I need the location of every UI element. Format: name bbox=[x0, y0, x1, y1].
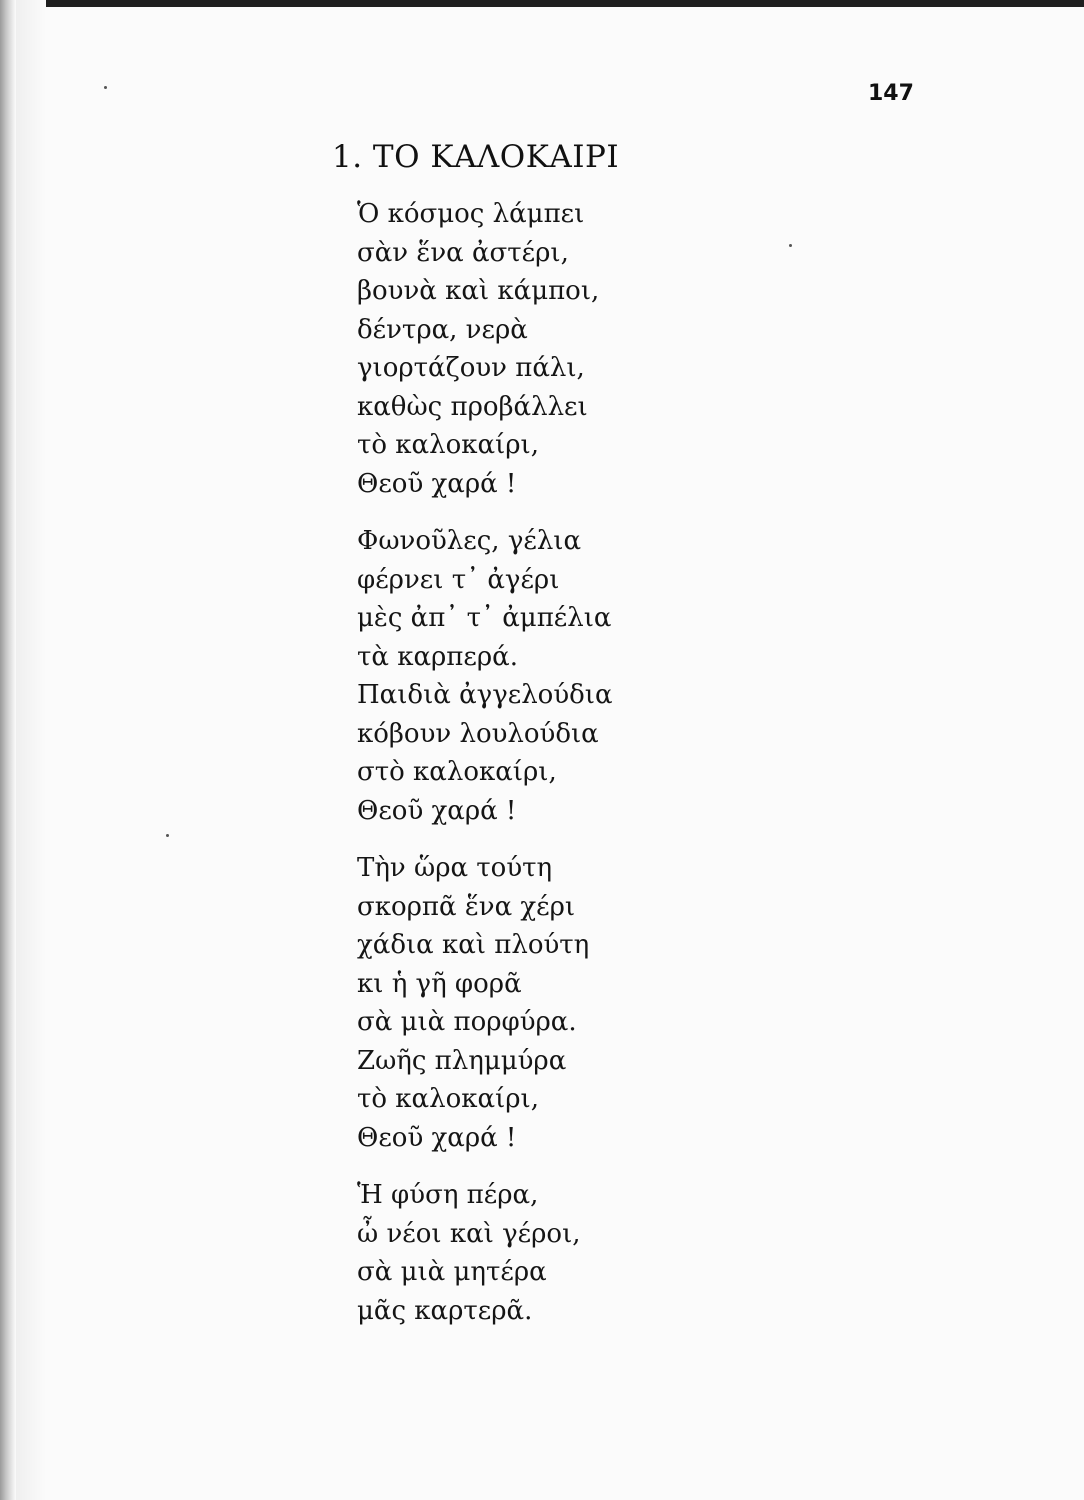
stanza-4 bbox=[357, 1176, 757, 1330]
gutter-shadow bbox=[16, 0, 46, 1500]
poem-line: Θεοῦ χαρά ! bbox=[357, 795, 517, 826]
poem-line: σὰν ἕνα ἀστέρι, bbox=[357, 237, 569, 268]
poem-line: χάδια καὶ πλούτη bbox=[357, 930, 590, 960]
poem-line: Φωνοῦλες, γέλια bbox=[357, 526, 582, 556]
poem-line: βουνὰ καὶ κάμποι, bbox=[357, 276, 600, 306]
poem-line: μᾶς καρτερᾶ. bbox=[357, 1295, 533, 1326]
poem-line: καθὼς προβάλλει bbox=[357, 391, 588, 422]
poem-line: Παιδιὰ ἀγγελούδια bbox=[357, 680, 613, 710]
poem-line: Θεοῦ χαρά ! bbox=[357, 1122, 517, 1153]
paper-speck bbox=[104, 86, 107, 89]
book-gutter bbox=[0, 0, 16, 1500]
poem-line: Ἡ φύση πέρα, bbox=[357, 1180, 539, 1210]
poem-line: κόβουν λουλούδια bbox=[357, 718, 599, 749]
poem-line: σὰ μιὰ πορφύρα. bbox=[357, 1007, 577, 1037]
poem-line: τὰ καρπερά. bbox=[357, 641, 518, 672]
poem-line: μὲς ἀπ᾽ τ᾽ ἀμπέλια bbox=[357, 603, 612, 633]
poem-line: δέντρα, νερὰ bbox=[357, 314, 528, 345]
page-number: 147 bbox=[868, 81, 914, 106]
stanza-1 bbox=[357, 195, 757, 503]
poem-line: Ὁ κόσμος λάμπει bbox=[357, 199, 585, 229]
poem-line: σκορπᾶ ἕνα χέρι bbox=[357, 891, 576, 922]
poem-line: Θεοῦ χαρά ! bbox=[357, 468, 517, 499]
paper-speck bbox=[166, 834, 169, 837]
poem-line: Τὴν ὥρα τούτη bbox=[357, 853, 553, 883]
poem-title: 1. ΤΟ ΚΑΛΟΚΑΙΡΙ bbox=[332, 139, 620, 175]
stanza-2 bbox=[357, 522, 757, 830]
poem-line: τὸ καλοκαίρι, bbox=[357, 1084, 539, 1114]
poem-line: τὸ καλοκαίρι, bbox=[357, 430, 539, 460]
poem-line: σὰ μιὰ μητέρα bbox=[357, 1257, 547, 1287]
stanza-3 bbox=[357, 849, 757, 1157]
poem-line: φέρνει τ᾽ ἀγέρι bbox=[357, 564, 560, 595]
poem-line: Ζωῆς πλημμύρα bbox=[357, 1045, 567, 1076]
poem-line: γιορτάζουν πάλι, bbox=[357, 353, 585, 383]
poem-body bbox=[357, 195, 757, 1349]
poem-line: ὦ νέοι καὶ γέροι, bbox=[357, 1218, 581, 1249]
poem-line: στὸ καλοκαίρι, bbox=[357, 757, 557, 787]
poem-line: κι ἡ γῆ φορᾶ bbox=[357, 968, 522, 999]
paper-speck bbox=[789, 244, 792, 247]
page-top-edge bbox=[0, 0, 1084, 7]
